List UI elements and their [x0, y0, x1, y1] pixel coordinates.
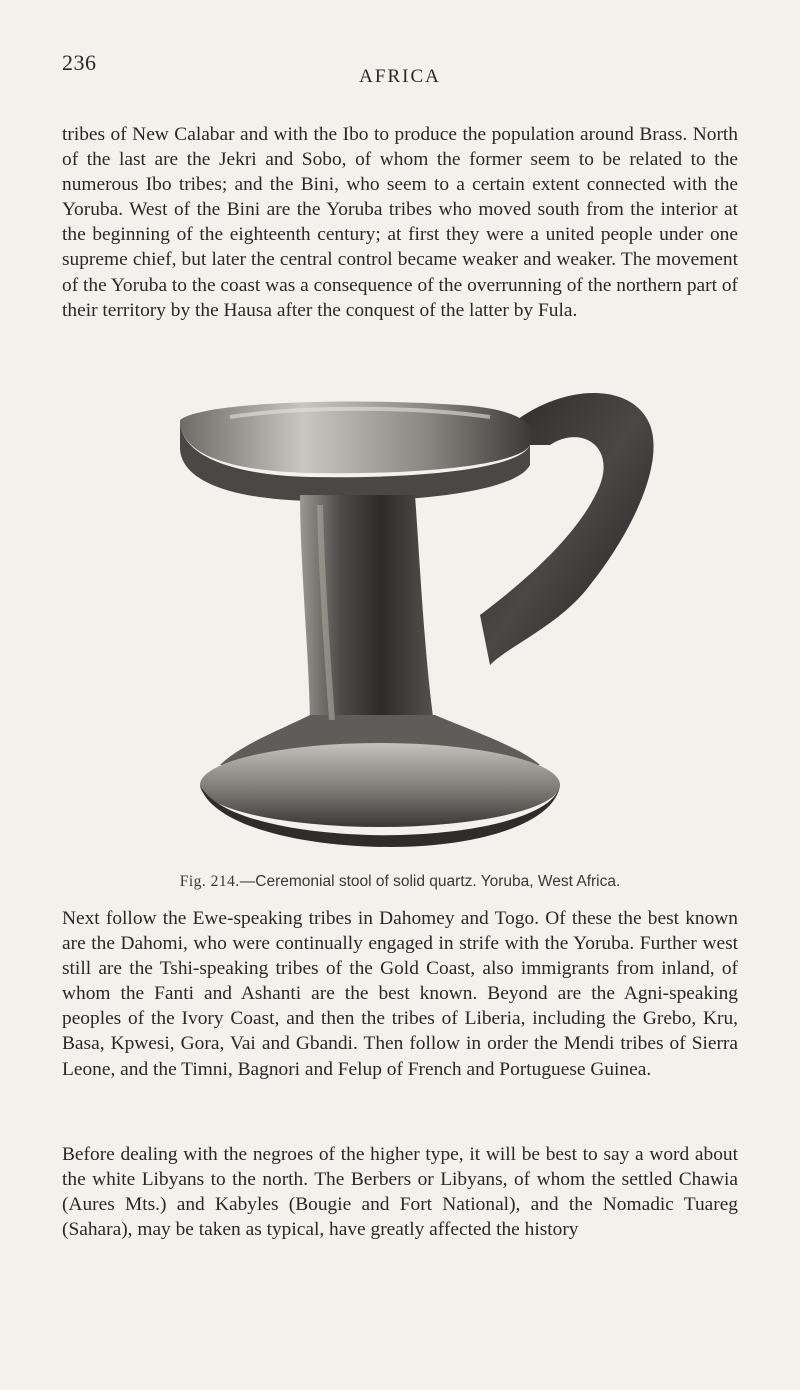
stool-illustration	[160, 385, 660, 860]
paragraph-1: tribes of New Calabar and with the Ibo to produce the population around Brass. North of the last are the Jekri and Sobo, of whom the former seem to be related to the numerous Ibo tribes; and the Bini, who seem to a certain extent connected with the Yoruba. West of the Bini are the Yoruba tribes who moved south from the interior at the beginning of the eighteenth century; at first they were a united people under one supreme chief, but later the central control became weaker and weaker. The movement of the Yoruba to the coast was a consequence of the overrunning of the northern part of their territory by the Hausa after the conquest of the latter by Fula.	[62, 124, 738, 321]
paragraph-3: Before dealing with the negroes of the higher type, it will be best to say a word about the white Libyans to the north. The Berbers or Libyans, of whom the settled Chawia (Aures Mts.) and Kabyles (Bougie and Fort National), and the Nomadic Tuareg (Sahara), may be taken as typical, have greatly affected the history	[62, 1144, 738, 1241]
figure-ceremonial-stool	[160, 385, 660, 860]
figure-label: Fig. 214.	[179, 873, 240, 890]
page-number: 236	[62, 50, 97, 75]
stool-base	[200, 743, 560, 827]
paragraph-2: Next follow the Ewe-speaking tribes in Dahomey and Togo. Of these the best known are the Dahomi, who were continually engaged in strife with the Yoruba. Further west still are the Tshi-speaking tribes of the Gold Coast, also immigrants from inland, of whom the Fanti and Ashanti are the best known. Beyond are the Agni-speaking peoples of the Ivory Coast, and then the tribes of Liberia, including the Grebo, Kru, Basa, Kpwesi, Gora, Vai and Gbandi. Then follow in order the Mendi tribes of Sierra Leone, and the Timni, Bagnori and Felup of French and Portuguese Guinea.	[62, 908, 738, 1080]
figure-caption	[0, 873, 800, 891]
running-head: AFRICA	[359, 66, 441, 87]
stool-seat	[180, 401, 532, 473]
figure-caption-text: —Ceremonial stool of solid quartz. Yoruba, West Africa.	[239, 873, 621, 890]
